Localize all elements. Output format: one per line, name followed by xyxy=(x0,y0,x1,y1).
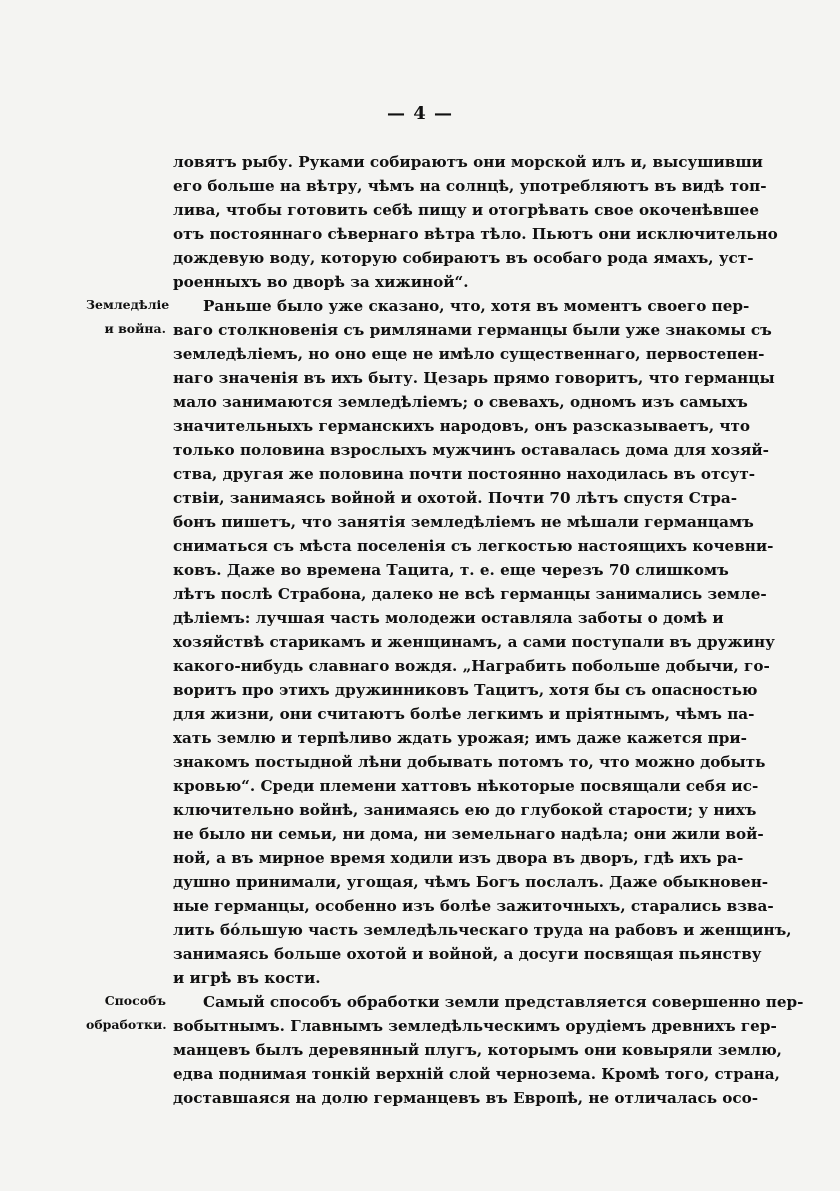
text-line: Самый способъ обработки земли представляется совершенно пер- xyxy=(203,993,804,1011)
text-line: земледѣліемъ, но оно еще не имѣло существеннаго, первостепен- xyxy=(173,345,765,363)
text-line: лить бóльшую часть земледѣльческаго труда на рабовъ и женщинъ, xyxy=(173,921,792,939)
text-line: вобытнымъ. Главнымъ земледѣльческимъ орудіемъ древнихъ гер- xyxy=(173,1017,777,1035)
text-line: сниматься съ мѣста поселенія съ легкостью настоящихъ кочевни- xyxy=(173,537,774,555)
text-line: отъ постояннаго сѣвернаго вѣтра тѣло. Пьютъ они исключительно xyxy=(173,225,778,243)
text-line: какого-нибудь славнаго вождя. „Награбить побольше добычи, го- xyxy=(173,657,770,675)
text-line: едва поднимая тонкій верхній слой чернозема. Кромѣ того, страна, xyxy=(173,1065,780,1083)
page-number: — 4 — xyxy=(386,103,454,124)
text-line: хать землю и терпѣливо ждать урожая; имъ даже кажется при- xyxy=(173,729,747,747)
text-line: лѣтъ послѣ Страбона, далеко не всѣ германцы занимались земле- xyxy=(173,585,767,603)
text-line: ной, а въ мирное время ходили изъ двора въ дворъ, гдѣ ихъ ра- xyxy=(173,849,744,867)
text-line: ковъ. Даже во времена Тацита, т. е. еще черезъ 70 слишкомъ xyxy=(173,561,729,579)
text-line: воритъ про этихъ дружинниковъ Тацитъ, хотя бы съ опасностью xyxy=(173,681,758,699)
text-line: дождевую воду, которую собираютъ въ особаго рода ямахъ, уст- xyxy=(173,249,754,267)
margin-note-cultivation-method-line-2: обработки. xyxy=(86,1017,167,1032)
text-line: ные германцы, особенно изъ болѣе зажиточныхъ, старались взва- xyxy=(173,897,774,915)
text-line: доставшаяся на долю германцевъ въ Европѣ, не отличалась осо- xyxy=(173,1089,759,1107)
text-line: только половина взрослыхъ мужчинъ оставалась дома для хозяй- xyxy=(173,441,769,459)
text-line: роенныхъ во дворѣ за хижиной“. xyxy=(173,273,469,291)
text-line: и игрѣ въ кости. xyxy=(173,969,321,987)
text-line: Раньше было уже сказано, что, хотя въ моментъ своего пер- xyxy=(203,297,750,315)
text-line: бонъ пишетъ, что занятія земледѣліемъ не мѣшали германцамъ xyxy=(173,513,754,531)
text-line: его больше на вѣтру, чѣмъ на солнцѣ, употребляютъ въ видѣ топ- xyxy=(173,177,767,195)
text-line: занимаясь больше охотой и войной, а досуги посвящая пьянству xyxy=(173,945,762,963)
text-line: знакомъ постыдной лѣни добывать потомъ то, что можно добыть xyxy=(173,753,766,771)
text-line: для жизни, они считаютъ болѣе легкимъ и пріятнымъ, чѣмъ па- xyxy=(173,705,755,723)
text-line: ключительно войнѣ, занимаясь ею до глубокой старости; у нихъ xyxy=(173,801,757,819)
text-line: манцевъ былъ деревянный плугъ, которымъ они ковыряли землю, xyxy=(173,1041,782,1059)
text-line: не было ни семьи, ни дома, ни земельнаго надѣла; они жили вой- xyxy=(173,825,764,843)
text-line: хозяйствѣ старикамъ и женщинамъ, а сами поступали въ дружину xyxy=(173,633,775,651)
text-line: мало занимаются земледѣліемъ; о свевахъ, одномъ изъ самыхъ xyxy=(173,393,748,411)
text-line: лива, чтобы готовить себѣ пищу и отогрѣвать свое окоченѣвшее xyxy=(173,201,759,219)
text-line: кровью“. Среди племени хаттовъ нѣкоторые посвящали себя ис- xyxy=(173,777,759,795)
text-line: значительныхъ германскихъ народовъ, онъ разсказываетъ, что xyxy=(173,417,751,435)
margin-note-agriculture-war-line-2: и война. xyxy=(104,321,166,336)
text-line: дѣліемъ: лучшая часть молодежи оставляла заботы о домѣ и xyxy=(173,609,724,627)
text-line: ваго столкновенія съ римлянами германцы были уже знакомы съ xyxy=(173,321,772,339)
margin-note-agriculture-war-line-1: Земледѣліе xyxy=(86,297,170,312)
text-line: душно принимали, угощая, чѣмъ Богъ послалъ. Даже обыкновен- xyxy=(173,873,769,891)
margin-note-cultivation-method-line-1: Способъ xyxy=(104,993,166,1008)
text-line: наго значенія въ ихъ быту. Цезарь прямо говоритъ, что германцы xyxy=(173,369,775,387)
text-line: ства, другая же половина почти постоянно находилась въ отсут- xyxy=(173,465,756,483)
text-line: ловятъ рыбу. Руками собираютъ они морской илъ и, высушивши xyxy=(173,153,763,171)
text-line: ствіи, занимаясь войной и охотой. Почти 70 лѣтъ спустя Стра- xyxy=(173,489,738,507)
